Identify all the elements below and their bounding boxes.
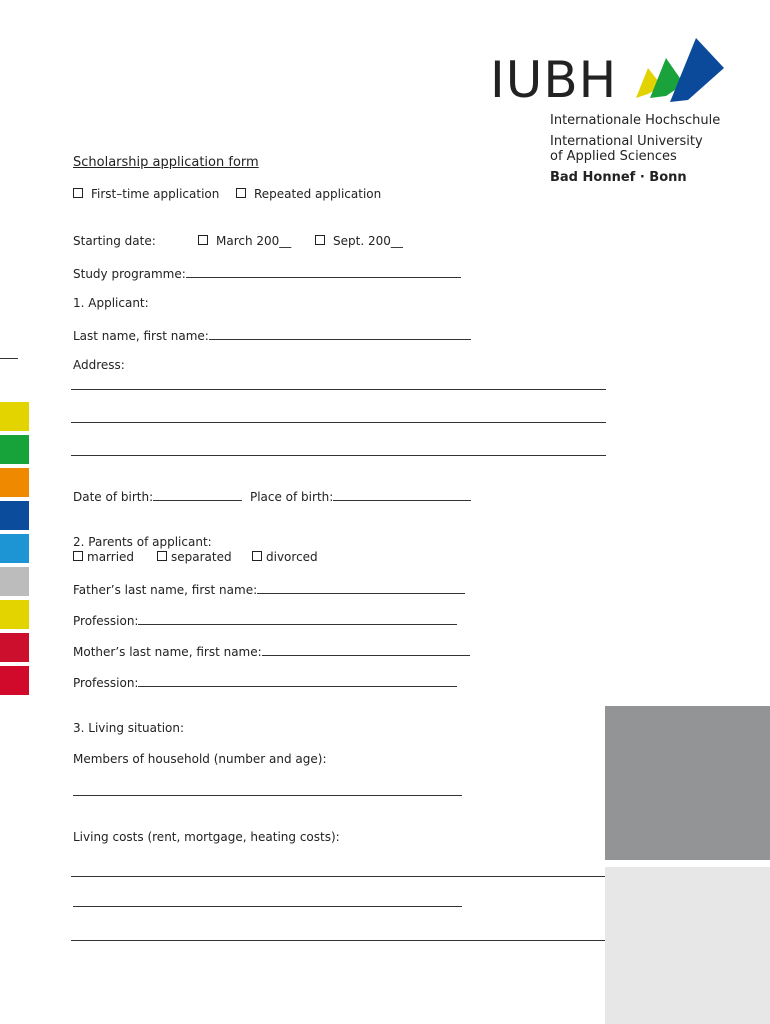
father-row — [73, 581, 465, 598]
name-field[interactable] — [209, 327, 471, 340]
repeated-label: Repeated application — [254, 187, 382, 201]
repeated-checkbox[interactable] — [236, 188, 246, 198]
birth-row — [73, 488, 471, 505]
sept-checkbox[interactable] — [315, 235, 325, 245]
profession-field-2[interactable] — [138, 674, 457, 687]
study-programme-label: Study programme: — [73, 267, 186, 281]
costs-label: Living costs (rent, mortgage, heating costs): — [73, 830, 340, 844]
march-option — [198, 234, 291, 249]
divorced-label: divorced — [266, 550, 318, 564]
name-label: Last name, first name: — [73, 329, 209, 343]
costs-line-2[interactable] — [73, 906, 462, 907]
pob-label: Place of birth: — [249, 490, 334, 504]
swatch-red — [0, 633, 29, 662]
first-time-label: First–time application — [91, 187, 220, 201]
logo-line-3: of Applied Sciences — [550, 149, 677, 164]
march-label: March 200__ — [216, 234, 292, 248]
swatch-orange — [0, 468, 29, 497]
separated-label: separated — [171, 550, 232, 564]
section-2-title: 2. Parents of applicant: — [73, 535, 212, 549]
dob-label: Date of birth: — [73, 490, 154, 504]
swatch-yellow — [0, 402, 29, 431]
form-title: Scholarship application form — [73, 155, 259, 170]
repeated-row — [236, 187, 381, 202]
profession-row-2 — [73, 674, 457, 691]
address-line-1[interactable] — [71, 389, 606, 390]
logo-diamonds-icon — [626, 36, 726, 106]
section-3-title: 3. Living situation: — [73, 721, 185, 735]
address-line-3[interactable] — [71, 455, 606, 456]
address-line-2[interactable] — [71, 422, 606, 423]
divorced-checkbox[interactable] — [252, 551, 262, 561]
costs-line-1[interactable] — [71, 876, 606, 877]
father-label: Father’s last name, first name: — [73, 583, 258, 597]
swatch-green — [0, 435, 29, 464]
march-checkbox[interactable] — [198, 235, 208, 245]
swatch-grey — [0, 567, 29, 596]
sept-label: Sept. 200__ — [333, 234, 403, 248]
father-field[interactable] — [257, 581, 465, 594]
mother-row — [73, 643, 470, 660]
swatch-dark-blue — [0, 501, 29, 530]
profession-field-1[interactable] — [138, 612, 457, 625]
swatch-yellow-2 — [0, 600, 29, 629]
separated-checkbox[interactable] — [157, 551, 167, 561]
sept-option — [315, 234, 403, 249]
study-programme-row — [73, 265, 461, 282]
left-edge-mark — [0, 358, 18, 359]
grey-panel-light — [605, 867, 770, 1024]
study-programme-field[interactable] — [186, 265, 461, 278]
members-line[interactable] — [73, 795, 462, 796]
swatch-red-2 — [0, 666, 29, 695]
profession-row-1 — [73, 612, 457, 629]
costs-line-3[interactable] — [71, 940, 606, 941]
grey-panel-dark — [605, 706, 770, 860]
divorced-option — [252, 550, 318, 565]
married-label: married — [87, 550, 135, 564]
separated-option — [157, 550, 232, 565]
blue-diamond-icon — [670, 38, 724, 102]
section-1-title: 1. Applicant: — [73, 296, 149, 310]
first-time-checkbox[interactable] — [73, 188, 83, 198]
logo-line-2: International University — [550, 134, 703, 149]
logo-line-1: Internationale Hochschule — [550, 113, 721, 128]
marital-row — [73, 550, 134, 565]
profession-label-1: Profession: — [73, 614, 139, 628]
logo-wordmark: IUBH — [490, 51, 618, 109]
pob-field[interactable] — [333, 488, 471, 501]
swatch-light-blue — [0, 534, 29, 563]
married-checkbox[interactable] — [73, 551, 83, 561]
mother-field[interactable] — [262, 643, 470, 656]
starting-date-label: Starting date: — [73, 234, 156, 248]
logo-line-4: Bad Honnef · Bonn — [550, 170, 687, 185]
dob-field[interactable] — [153, 488, 242, 501]
mother-label: Mother’s last name, first name: — [73, 645, 262, 659]
profession-label-2: Profession: — [73, 676, 139, 690]
address-label: Address: — [73, 358, 125, 372]
members-label: Members of household (number and age): — [73, 752, 327, 766]
application-type-row — [73, 187, 219, 202]
name-row — [73, 327, 471, 344]
